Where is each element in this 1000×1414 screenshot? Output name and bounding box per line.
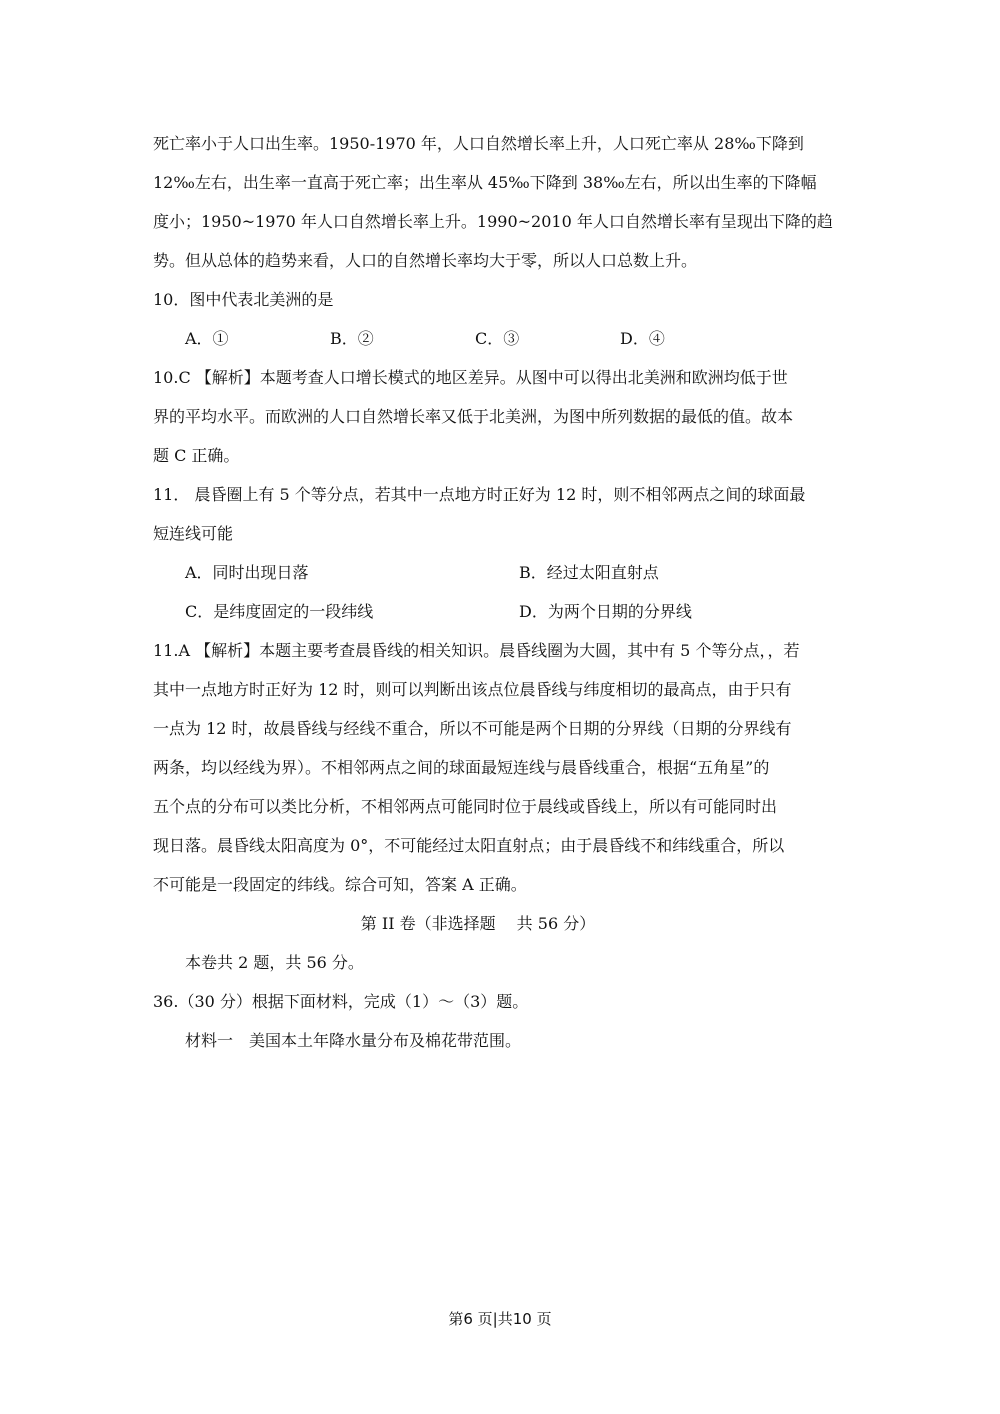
answer-10-line: 10.C 【解析】本题考查人口增长模式的地区差异。从图中可以得出北美洲和欧洲均低于世 [153,368,788,387]
option-a: A．同时出现日落 [185,563,309,582]
answer-11-line: 现日落。晨昏线太阳高度为 0°，不可能经过太阳直射点；由于晨昏线不和纬线重合，所以 [153,836,785,855]
answer-11-line: 一点为 12 时，故晨昏线与经线不重合，所以不可能是两个日期的分界线（日期的分界线有 [153,719,792,738]
question-11-options-row2 [153,592,853,631]
option-a: A．① [185,329,229,348]
page-footer: 第6 页|共10 页 [448,1310,552,1328]
question-10-options [153,319,853,358]
question-11-stem: 短连线可能 [153,524,234,543]
question-36-stem: 36.（30 分）根据下面材料，完成（1）～（3）题。 [153,992,529,1011]
option-c: C．是纬度固定的一段纬线 [185,602,374,621]
answer-11-line: 11.A 【解析】本题主要考查晨昏线的相关知识。晨昏线圈为大圆，其中有 5 个等分点，，若 [153,641,800,660]
text-line: 度小；1950~1970 年人口自然增长率上升。1990~2010 年人口自然增长率有呈现出下降的趋 [153,212,833,231]
question-11-options-row1 [153,553,853,592]
section-note: 本卷共 2 题，共 56 分。 [185,953,364,972]
option-d: D．④ [620,329,665,348]
material-caption: 材料一 美国本土年降水量分布及棉花带范围。 [185,1031,522,1050]
page-content [153,124,853,1060]
answer-11-line: 不可能是一段固定的纬线。综合可知，答案 A 正确。 [153,875,527,894]
text-line: 12‰左右，出生率一直高于死亡率；出生率从 45‰下降到 38‰左右，所以出生率的下降幅 [153,173,817,192]
answer-10-line: 界的平均水平。而欧洲的人口自然增长率又低于北美洲，为图中所列数据的最低的值。故本 [153,407,794,426]
question-11-stem: 11． 晨昏圈上有 5 个等分点，若其中一点地方时正好为 12 时，则不相邻两点之间的球面最 [153,485,806,504]
option-d: D．为两个日期的分界线 [519,602,692,621]
answer-11-line: 其中一点地方时正好为 12 时，则可以判断出该点位晨昏线与纬度相切的最高点，由于只有 [153,680,792,699]
answer-10-line: 题 C 正确。 [153,446,240,465]
text-line: 势。但从总体的趋势来看，人口的自然增长率均大于零，所以人口总数上升。 [153,251,698,270]
option-b: B．经过太阳直射点 [519,563,659,582]
answer-11-line: 五个点的分布可以类比分析，不相邻两点可能同时位于晨线或昏线上，所以有可能同时出 [153,797,778,816]
question-10-stem: 10．图中代表北美洲的是 [153,290,334,309]
option-b: B．② [330,329,374,348]
option-c: C．③ [475,329,520,348]
section-title: 第 II 卷（非选择题 共 56 分） [360,914,596,933]
answer-11-line: 两条，均以经线为界）。不相邻两点之间的球面最短连线与晨昏线重合，根据“五角星”的 [153,758,770,777]
text-line: 死亡率小于人口出生率。1950-1970 年，人口自然增长率上升，人口死亡率从 28‰下降到 [153,134,804,153]
